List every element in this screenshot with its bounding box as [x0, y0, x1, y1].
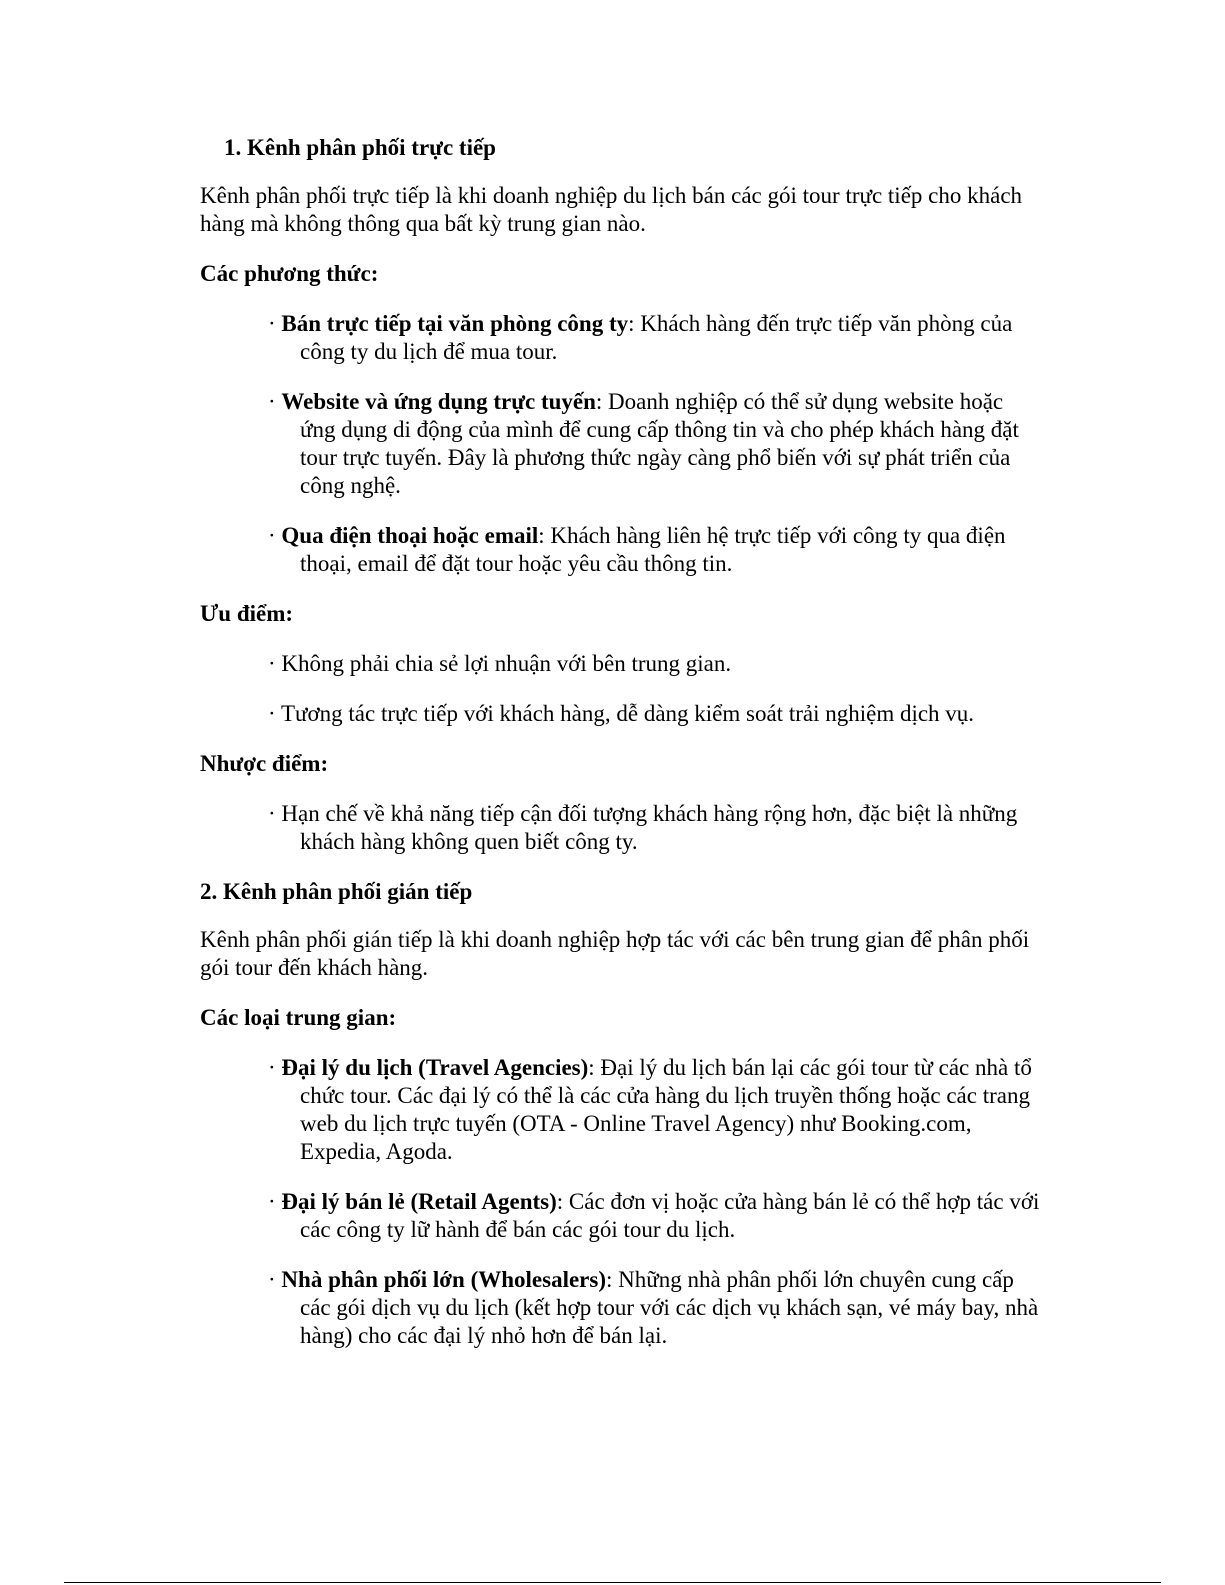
- item-description: : Khách hàng đến trực tiếp văn phòng của công ty du lịch để mua tour.: [300, 311, 1013, 364]
- document-page: [200, 134, 1040, 1372]
- bullet-mark: ·: [268, 523, 282, 548]
- bullet-mark: ·: [268, 1267, 282, 1292]
- item-description: : Những nhà phân phối lớn chuyên cung cấp các gói dịch vụ du lịch (kết hợp tour với các dịch vụ khách sạn, vé máy bay, nhà hàng) cho các đại lý nhỏ hơn để bán lại.: [300, 1267, 1039, 1348]
- item-term: Đại lý du lịch (Travel Agencies): [281, 1055, 589, 1080]
- cons-list: [200, 800, 1040, 856]
- list-item: [268, 1266, 1040, 1350]
- section-1-heading: 1. Kênh phân phối trực tiếp: [224, 135, 496, 160]
- list-item: [268, 310, 1040, 366]
- pros-heading: Ưu điểm:: [200, 601, 294, 626]
- bullet-mark: ·: [268, 1189, 282, 1214]
- item-term: Website và ứng dụng trực tuyến: [281, 389, 596, 414]
- list-item: [268, 522, 1040, 578]
- intermediary-types-list: [200, 1054, 1040, 1350]
- intermediary-types-heading: Các loại trung gian:: [200, 1005, 397, 1030]
- list-item: · Tương tác trực tiếp với khách hàng, dễ dàng kiểm soát trải nghiệm dịch vụ.: [268, 701, 975, 726]
- item-description: : Đại lý du lịch bán lại các gói tour từ các nhà tổ chức tour. Các đại lý có thể là các cửa hàng du lịch truyền thống hoặc các trang web du lịch trực tuyến (OTA - Online Travel Agency) như Booking.com, Expedia, Agoda.: [300, 1055, 1032, 1164]
- section-1-intro: Kênh phân phối trực tiếp là khi doanh nghiệp du lịch bán các gói tour trực tiếp cho khách hàng mà không thông qua bất kỳ trung gian nào.: [200, 183, 1023, 236]
- item-term: Qua điện thoại hoặc email: [281, 523, 539, 548]
- page-bottom-rule: [64, 1582, 1161, 1583]
- bullet-mark: ·: [268, 1055, 282, 1080]
- methods-list: [200, 310, 1040, 578]
- item-description: : Các đơn vị hoặc cửa hàng bán lẻ có thể hợp tác với các công ty lữ hành để bán các gói tour du lịch.: [300, 1189, 1040, 1242]
- section-2-heading: 2. Kênh phân phối gián tiếp: [200, 879, 473, 904]
- section-2-intro: Kênh phân phối gián tiếp là khi doanh nghiệp hợp tác với các bên trung gian để phân phối gói tour đến khách hàng.: [200, 927, 1030, 980]
- item-term: Đại lý bán lẻ (Retail Agents): [281, 1189, 557, 1214]
- item-term: Nhà phân phối lớn (Wholesalers): [281, 1267, 607, 1292]
- cons-heading: Nhược điểm:: [200, 751, 329, 776]
- list-item: · Không phải chia sẻ lợi nhuận với bên trung gian.: [268, 651, 732, 676]
- pros-list: [200, 650, 1040, 728]
- bullet-mark: ·: [268, 311, 282, 336]
- methods-heading: Các phương thức:: [200, 261, 379, 286]
- item-description: : Doanh nghiệp có thể sử dụng website hoặc ứng dụng di động của mình để cung cấp thông tin và cho phép khách hàng đặt tour trực tuyến. Đây là phương thức ngày càng phổ biến với sự phát triển của công nghệ.: [300, 389, 1019, 498]
- list-item: [268, 1188, 1040, 1244]
- item-term: Bán trực tiếp tại văn phòng công ty: [281, 311, 629, 336]
- bullet-mark: ·: [268, 389, 282, 414]
- list-item: [268, 1054, 1040, 1166]
- item-description: : Khách hàng liên hệ trực tiếp với công ty qua điện thoại, email để đặt tour hoặc yêu cầu thông tin.: [300, 523, 1006, 576]
- list-item: · Hạn chế về khả năng tiếp cận đối tượng khách hàng rộng hơn, đặc biệt là những khách hàng không quen biết công ty.: [268, 801, 1018, 854]
- list-item: [268, 388, 1040, 500]
